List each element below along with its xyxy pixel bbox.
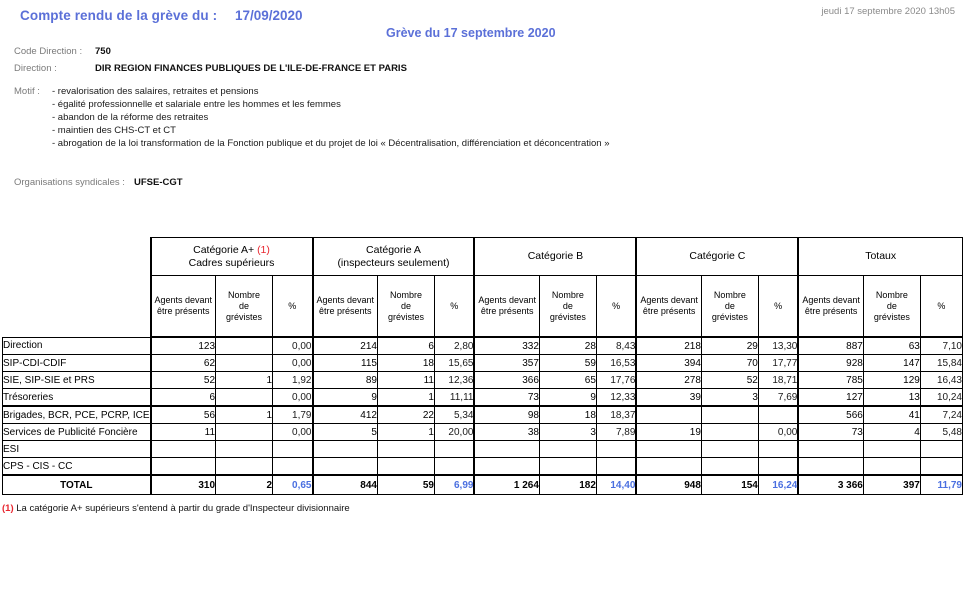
organisations-value: UFSE-CGT [134, 177, 183, 188]
cell-agents: 56 [151, 406, 216, 424]
cell-percent: 18,37 [596, 406, 636, 424]
print-timestamp: jeudi 17 septembre 2020 13h05 [821, 6, 955, 17]
cell-percent: 13,30 [758, 337, 798, 355]
subheader-grevistes-cat-a-plus [216, 276, 273, 338]
cell-agents: 5 [313, 424, 378, 441]
code-direction-value: 750 [95, 46, 111, 57]
cell-grevistes: 1 [216, 372, 273, 389]
subheader-pct-totaux: % [920, 276, 962, 338]
subheader-line: de [239, 300, 250, 311]
row-label: CPS - CIS - CC [3, 458, 151, 476]
cell-percent: 12,36 [434, 372, 474, 389]
table-row [3, 406, 963, 424]
footnote [2, 503, 350, 514]
cell-grevistes: 129 [863, 372, 920, 389]
cell-agents: 38 [474, 424, 539, 441]
subheader-line: être présents [804, 306, 858, 316]
cell-percent [758, 441, 798, 458]
total-percent: 14,40 [596, 475, 636, 495]
sub-header-row [3, 276, 963, 338]
row-label: ESI [3, 441, 151, 458]
cell-agents: 11 [151, 424, 216, 441]
cell-percent [434, 441, 474, 458]
total-percent: 16,24 [758, 475, 798, 495]
cell-percent: 7,89 [596, 424, 636, 441]
subheader-line: être présents [642, 306, 696, 316]
cell-grevistes: 3 [539, 424, 596, 441]
cell-agents: 566 [798, 406, 863, 424]
group-header-cat-a [313, 238, 475, 276]
cell-grevistes [701, 441, 758, 458]
row-label: SIE, SIP-SIE et PRS [3, 372, 151, 389]
total-grevistes: 397 [863, 475, 920, 495]
motif-line: - égalité professionnelle et salariale entre les hommes et les femmes [52, 99, 341, 110]
subheader-agents-totaux [798, 276, 863, 338]
cell-percent: 7,69 [758, 389, 798, 407]
subheader-pct-cat-b: % [596, 276, 636, 338]
code-direction-label: Code Direction : [14, 46, 83, 57]
cell-agents: 357 [474, 355, 539, 372]
subheader-line: Nombre [551, 289, 584, 300]
cell-agents: 6 [151, 389, 216, 407]
subheader-line: Nombre [389, 289, 422, 300]
cell-grevistes [216, 458, 273, 476]
cell-grevistes: 59 [539, 355, 596, 372]
cell-percent [596, 441, 636, 458]
strike-report-table [2, 237, 963, 495]
cell-percent: 5,34 [434, 406, 474, 424]
cell-grevistes: 9 [539, 389, 596, 407]
cell-grevistes [377, 441, 434, 458]
group-title-line2: (inspecteurs seulement) [337, 256, 450, 269]
cell-grevistes [377, 458, 434, 476]
group-header-row [3, 238, 963, 276]
cell-percent: 1,92 [273, 372, 313, 389]
cell-agents: 39 [636, 389, 701, 407]
cell-agents [313, 441, 378, 458]
motif-label: Motif : [14, 86, 40, 97]
cell-agents: 332 [474, 337, 539, 355]
cell-grevistes: 13 [863, 389, 920, 407]
cell-agents: 52 [151, 372, 216, 389]
cell-grevistes: 1 [377, 389, 434, 407]
cell-grevistes: 4 [863, 424, 920, 441]
cell-agents [798, 441, 863, 458]
group-header-cat-a-plus [151, 238, 313, 276]
cell-percent [596, 458, 636, 476]
cell-percent: 0,00 [273, 337, 313, 355]
cell-percent [434, 458, 474, 476]
cell-percent: 17,76 [596, 372, 636, 389]
table-head [3, 238, 963, 338]
table-row [3, 389, 963, 407]
cell-grevistes: 22 [377, 406, 434, 424]
subheader-line: de [562, 300, 573, 311]
total-label: TOTAL [3, 475, 151, 495]
cell-grevistes: 28 [539, 337, 596, 355]
page-title: Compte rendu de la grève du : [20, 8, 218, 23]
cell-agents [474, 441, 539, 458]
subheader-line: Agents devant [640, 295, 698, 305]
group-header-cat-c [636, 238, 798, 276]
cell-grevistes [216, 389, 273, 407]
cell-percent [273, 458, 313, 476]
group-title-line1: Catégorie C [689, 250, 746, 262]
motif-line: - revalorisation des salaires, retraites et pensions [52, 86, 259, 97]
table-row [3, 458, 963, 476]
cell-agents [636, 441, 701, 458]
group-header-cat-b [474, 238, 636, 276]
group-title-line1: Catégorie A+ [193, 243, 255, 256]
cell-grevistes: 1 [216, 406, 273, 424]
cell-percent: 15,65 [434, 355, 474, 372]
cell-agents: 785 [798, 372, 863, 389]
cell-agents [636, 458, 701, 476]
subheader-line: grévistes [226, 311, 263, 322]
footnote-text: La catégorie A+ supérieurs s'entend à partir du grade d'Inspecteur divisionnaire [13, 503, 350, 514]
cell-agents: 123 [151, 337, 216, 355]
cell-grevistes: 29 [701, 337, 758, 355]
table-row [3, 355, 963, 372]
direction-label: Direction : [14, 63, 57, 74]
subheader-corner-blank [3, 276, 151, 338]
subheader-line: grévistes [873, 311, 910, 322]
row-label: SIP-CDI-CDIF [3, 355, 151, 372]
cell-percent: 0,00 [273, 389, 313, 407]
cell-grevistes: 3 [701, 389, 758, 407]
cell-percent: 7,10 [920, 337, 962, 355]
cell-grevistes: 70 [701, 355, 758, 372]
subheader-line: grévistes [387, 311, 424, 322]
cell-agents: 73 [474, 389, 539, 407]
cell-percent: 0,00 [758, 424, 798, 441]
cell-agents: 98 [474, 406, 539, 424]
group-title-line2: Cadres supérieurs [188, 256, 275, 269]
cell-grevistes [863, 441, 920, 458]
total-agents: 310 [151, 475, 216, 495]
cell-agents [151, 441, 216, 458]
cell-grevistes [216, 424, 273, 441]
total-percent: 0,65 [273, 475, 313, 495]
cell-percent [758, 458, 798, 476]
table-body [3, 337, 963, 495]
cell-agents: 127 [798, 389, 863, 407]
subheader-line: Agents devant [478, 295, 536, 305]
cell-percent: 11,11 [434, 389, 474, 407]
group-title-line1: Totaux [865, 250, 897, 262]
page-title-date: 17/09/2020 [235, 8, 303, 23]
cell-percent: 7,24 [920, 406, 962, 424]
cell-agents: 214 [313, 337, 378, 355]
subheader-line: de [400, 300, 411, 311]
total-grevistes: 154 [701, 475, 758, 495]
cell-grevistes: 1 [377, 424, 434, 441]
cell-grevistes: 52 [701, 372, 758, 389]
cell-grevistes [539, 458, 596, 476]
cell-percent: 5,48 [920, 424, 962, 441]
cell-agents: 366 [474, 372, 539, 389]
cell-agents: 218 [636, 337, 701, 355]
cell-percent: 0,00 [273, 424, 313, 441]
cell-grevistes [701, 424, 758, 441]
footnote-marker: (1) [257, 243, 270, 256]
subheader-line: être présents [480, 306, 534, 316]
cell-grevistes [701, 458, 758, 476]
cell-grevistes: 18 [539, 406, 596, 424]
cell-percent: 17,77 [758, 355, 798, 372]
footnote-mark: (1) [2, 503, 14, 514]
row-label: Services de Publicité Foncière [3, 424, 151, 441]
cell-percent: 18,71 [758, 372, 798, 389]
subheader-line: Nombre [228, 289, 261, 300]
cell-agents: 887 [798, 337, 863, 355]
group-title-line1: Catégorie A [366, 243, 421, 256]
subheader-agents-cat-a-plus [151, 276, 216, 338]
cell-grevistes: 41 [863, 406, 920, 424]
cell-percent: 12,33 [596, 389, 636, 407]
table-total-row [3, 475, 963, 495]
cell-grevistes: 147 [863, 355, 920, 372]
subheader-agents-cat-c [636, 276, 701, 338]
cell-agents [313, 458, 378, 476]
subheader-line: grévistes [549, 311, 586, 322]
subheader-line: être présents [157, 306, 210, 316]
cell-agents: 62 [151, 355, 216, 372]
total-grevistes: 2 [216, 475, 273, 495]
total-grevistes: 182 [539, 475, 596, 495]
row-label: Direction [3, 337, 151, 355]
cell-grevistes [216, 441, 273, 458]
cell-grevistes: 65 [539, 372, 596, 389]
cell-grevistes: 18 [377, 355, 434, 372]
cell-agents: 412 [313, 406, 378, 424]
cell-percent [758, 406, 798, 424]
cell-percent: 16,53 [596, 355, 636, 372]
cell-agents [798, 458, 863, 476]
row-label: Trésoreries [3, 389, 151, 407]
subheader-line: grévistes [711, 311, 748, 322]
total-percent: 6,99 [434, 475, 474, 495]
total-agents: 844 [313, 475, 378, 495]
direction-value: DIR REGION FINANCES PUBLIQUES DE L'ILE-DE-FRANCE ET PARIS [95, 63, 407, 74]
cell-agents [474, 458, 539, 476]
table-row [3, 424, 963, 441]
cell-agents: 19 [636, 424, 701, 441]
cell-agents [151, 458, 216, 476]
subheader-agents-cat-b [474, 276, 539, 338]
cell-percent: 20,00 [434, 424, 474, 441]
total-agents: 948 [636, 475, 701, 495]
table-row [3, 372, 963, 389]
subheader-line: de [724, 300, 735, 311]
subheader-grevistes-cat-b [539, 276, 596, 338]
motif-line: - maintien des CHS-CT et CT [52, 125, 176, 136]
subheader-pct-cat-c: % [758, 276, 798, 338]
cell-grevistes: 11 [377, 372, 434, 389]
cell-grevistes: 63 [863, 337, 920, 355]
cell-agents: 73 [798, 424, 863, 441]
cell-percent: 8,43 [596, 337, 636, 355]
subheader-line: Agents devant [802, 295, 860, 305]
total-agents: 1 264 [474, 475, 539, 495]
cell-percent: 16,43 [920, 372, 962, 389]
subheader-line: Agents devant [154, 295, 213, 305]
subheader-line: être présents [318, 306, 372, 316]
table-row [3, 441, 963, 458]
page-subtitle: Grève du 17 septembre 2020 [386, 26, 556, 40]
group-title-line1: Catégorie B [527, 250, 584, 262]
cell-grevistes [216, 355, 273, 372]
cell-percent: 15,84 [920, 355, 962, 372]
subheader-grevistes-cat-c [701, 276, 758, 338]
subheader-line: Nombre [875, 289, 908, 300]
cell-agents: 928 [798, 355, 863, 372]
cell-agents: 9 [313, 389, 378, 407]
cell-grevistes [863, 458, 920, 476]
cell-agents: 278 [636, 372, 701, 389]
organisations-label: Organisations syndicales : [14, 177, 125, 188]
cell-agents: 394 [636, 355, 701, 372]
subheader-pct-cat-a-plus: % [273, 276, 313, 338]
corner-blank [3, 238, 151, 276]
cell-agents: 89 [313, 372, 378, 389]
cell-grevistes: 6 [377, 337, 434, 355]
cell-percent [920, 441, 962, 458]
row-label: Brigades, BCR, PCE, PCRP, ICE [3, 406, 151, 424]
table-row [3, 337, 963, 355]
subheader-agents-cat-a [313, 276, 378, 338]
subheader-grevistes-cat-a [377, 276, 434, 338]
subheader-line: Nombre [713, 289, 746, 300]
cell-percent: 0,00 [273, 355, 313, 372]
motif-line: - abrogation de la loi transformation de la Fonction publique et du projet de loi « Décentralisation, différenciation et déconcentration » [52, 138, 610, 149]
motif-line: - abandon de la réforme des retraites [52, 112, 209, 123]
total-agents: 3 366 [798, 475, 863, 495]
cell-percent [273, 441, 313, 458]
subheader-grevistes-totaux [863, 276, 920, 338]
subheader-line: Agents devant [316, 295, 375, 305]
subheader-line: de [886, 300, 897, 311]
cell-percent [920, 458, 962, 476]
cell-percent: 1,79 [273, 406, 313, 424]
cell-agents [636, 406, 701, 424]
group-header-totaux [798, 238, 962, 276]
total-grevistes: 59 [377, 475, 434, 495]
cell-grevistes [216, 337, 273, 355]
cell-grevistes [539, 441, 596, 458]
cell-grevistes [701, 406, 758, 424]
total-percent: 11,79 [920, 475, 962, 495]
cell-percent: 2,80 [434, 337, 474, 355]
subheader-pct-cat-a: % [434, 276, 474, 338]
cell-agents: 115 [313, 355, 378, 372]
cell-percent: 10,24 [920, 389, 962, 407]
